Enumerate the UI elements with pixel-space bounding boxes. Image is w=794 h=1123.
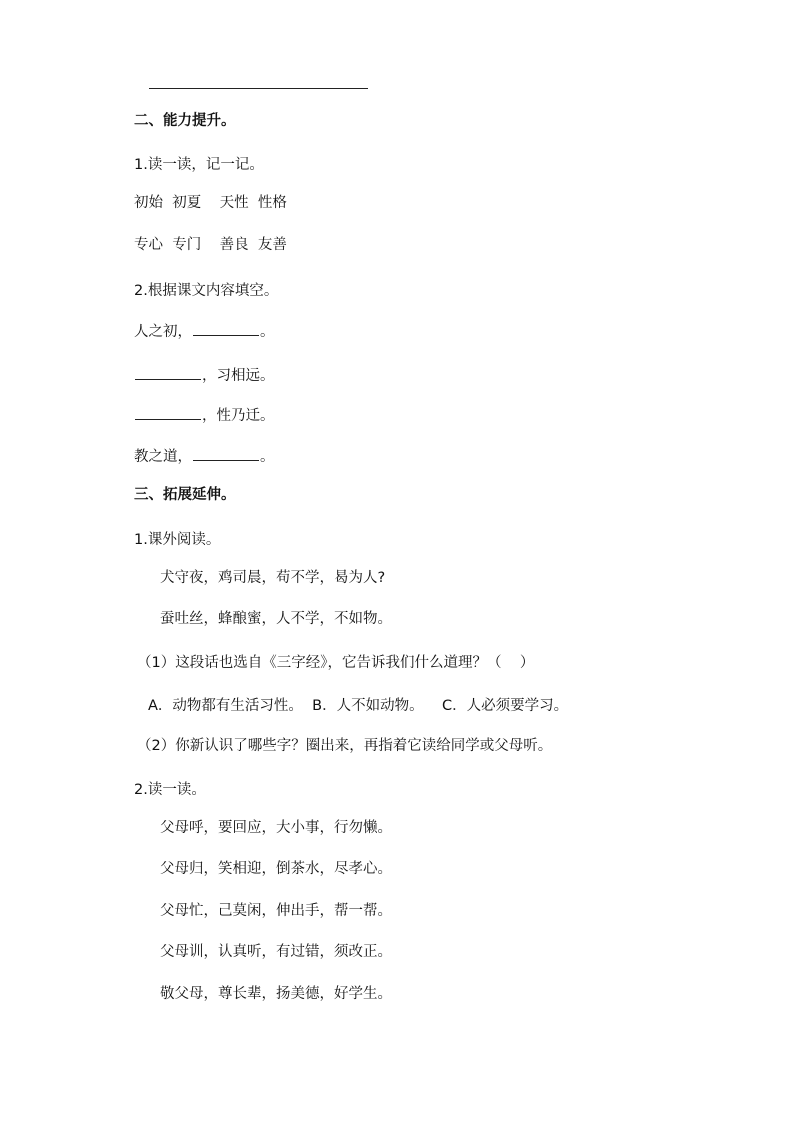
fill-text: 人之初，: [134, 324, 192, 340]
passage-line: 犬守夜，鸡司晨，苟不学，曷为人?: [160, 570, 386, 586]
section-heading-3: 三、拓展延伸。: [134, 487, 236, 503]
answer-options: A．动物都有生活习性。 B．人不如动物。 C．人必须要学习。: [148, 698, 569, 714]
poem-line: 父母呼，要回应，大小事，行勿懒。: [160, 820, 392, 836]
answer-line: [149, 88, 368, 89]
passage-line: 蚕吐丝，蜂酿蜜，人不学，不如物。: [160, 611, 392, 627]
fill-line: [134, 449, 275, 465]
poem-line: 敬父母，尊长辈，扬美德，好学生。: [160, 986, 392, 1002]
fill-blank[interactable]: [193, 449, 259, 461]
fill-line: [134, 324, 275, 340]
poem-line: 父母忙，己莫闲，伸出手，帮一帮。: [160, 903, 392, 919]
question-title: 1.读一读，记一记。: [134, 157, 264, 173]
question-title: 2.读一读。: [134, 782, 206, 798]
sub-question: （2）你新认识了哪些字？圈出来，再指着它读给同学或父母听。: [137, 738, 553, 754]
fill-text: ，性乃迁。: [202, 408, 275, 424]
poem-line: 父母训，认真听，有过错，须改正。: [160, 944, 392, 960]
fill-blank[interactable]: [193, 324, 259, 336]
fill-blank[interactable]: [135, 408, 201, 420]
fill-line: [134, 408, 275, 424]
fill-blank[interactable]: [135, 368, 201, 380]
word-row: 初始 初夏 天性 性格: [134, 195, 287, 211]
section-heading-2: 二、能力提升。: [134, 113, 236, 129]
fill-text: 。: [260, 324, 275, 340]
fill-text: ，习相远。: [202, 368, 275, 384]
fill-line: [134, 368, 275, 384]
word-row: 专心 专门 善良 友善: [134, 237, 287, 253]
question-title: 2.根据课文内容填空。: [134, 283, 279, 299]
question-title: 1.课外阅读。: [134, 532, 221, 548]
fill-text: 教之道，: [134, 449, 192, 465]
poem-line: 父母归，笑相迎，倒茶水，尽孝心。: [160, 861, 392, 877]
sub-question: （1）这段话也选自《三字经》，它告诉我们什么道理？（ ）: [137, 655, 535, 671]
fill-text: 。: [260, 449, 275, 465]
